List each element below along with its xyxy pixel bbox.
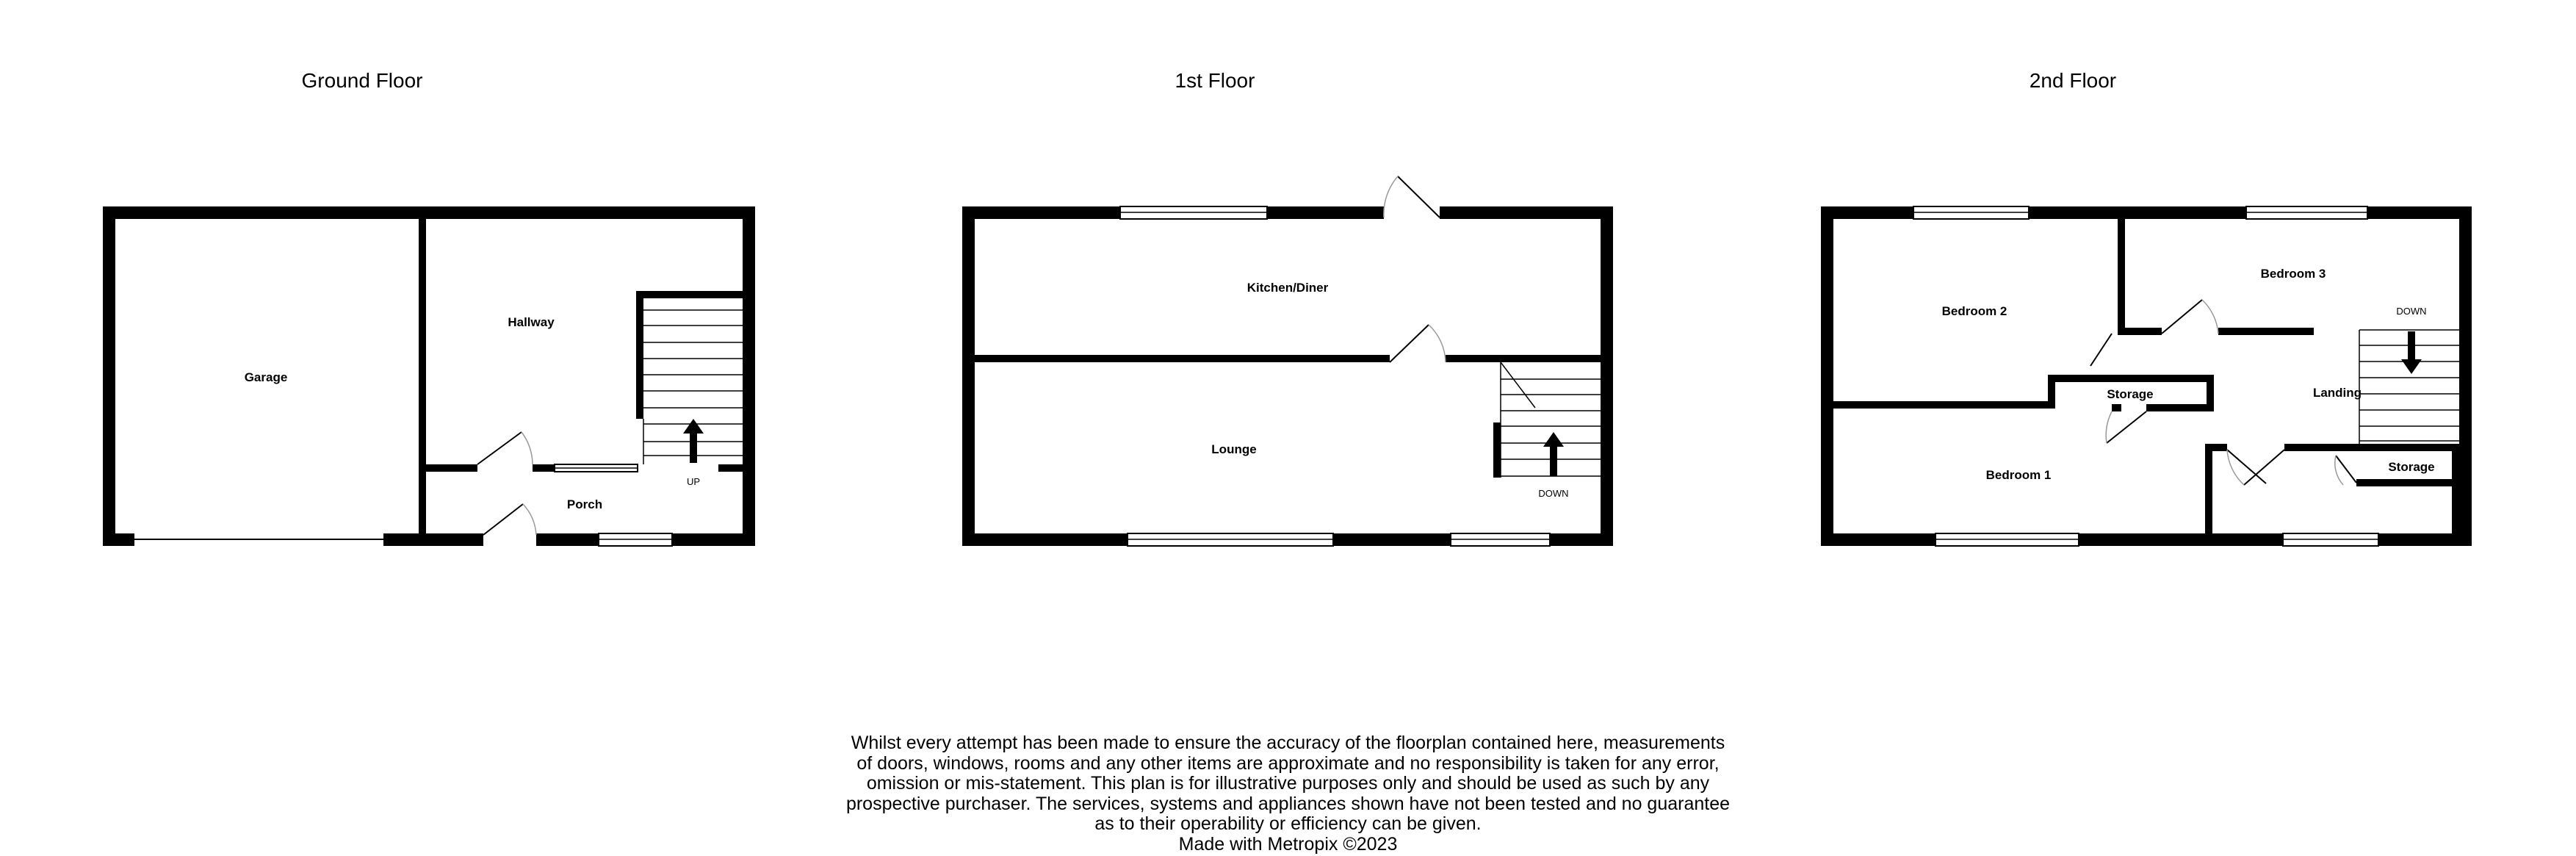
up-arrow-icon [683, 419, 704, 463]
disclaimer-line: prospective purchaser. The services, systems and appliances shown have not been tested and no guarantee [845, 793, 1731, 814]
disclaimer-text [808, 733, 1768, 855]
disclaimer-line: of doors, windows, rooms and any other items are approximate and no responsibility is taken for any error, [856, 752, 1720, 774]
room-label-landing: Landing [2312, 386, 2362, 400]
first-floor-title: 1st Floor [1175, 69, 1255, 92]
stairs-down-label: DOWN [1538, 488, 1569, 499]
room-label-hallway: Hallway [508, 315, 555, 329]
credit-line: Made with Metropix ©2023 [1178, 833, 1398, 855]
disclaimer-line: omission or mis-statement. This plan is for illustrative purposes only and should be used as such by any [866, 773, 1710, 794]
ground-floor-doors [477, 432, 536, 535]
second-floor-title: 2nd Floor [2029, 69, 2117, 92]
room-label-bedroom-2: Bedroom 2 [1941, 304, 2007, 318]
room-label-garage: Garage [244, 370, 288, 384]
down-arrow-icon [2401, 331, 2422, 374]
room-label-storage: Storage [2388, 460, 2435, 474]
room-label-kitchen-diner: Kitchen/Diner [1246, 281, 1329, 295]
room-label-bedroom-3: Bedroom 3 [2260, 267, 2326, 281]
down-arrow-icon [1543, 432, 1564, 476]
ground-floor [103, 69, 755, 546]
room-label-storage: Storage [2107, 387, 2154, 401]
room-label-lounge: Lounge [1211, 442, 1257, 456]
room-label-porch: Porch [566, 497, 603, 511]
disclaimer-line: Whilst every attempt has been made to ensure the accuracy of the floorplan contained here, measurements [851, 733, 1725, 753]
first-floor [962, 69, 1613, 546]
stairs-down-label: DOWN [2396, 306, 2427, 317]
ground-floor-walls [103, 206, 755, 546]
stairs-up-label: UP [686, 476, 701, 487]
first-floor-doors [1384, 176, 1446, 362]
second-floor [1821, 69, 2472, 546]
disclaimer-line: as to their operability or efficiency can be given. [1094, 813, 1482, 834]
second-floor-walls [1821, 206, 2472, 546]
first-floor-windows [1120, 206, 1550, 546]
first-floor-walls [962, 206, 1613, 546]
ground-floor-title: Ground Floor [301, 69, 423, 92]
room-label-bedroom-1: Bedroom 1 [1985, 468, 2052, 482]
